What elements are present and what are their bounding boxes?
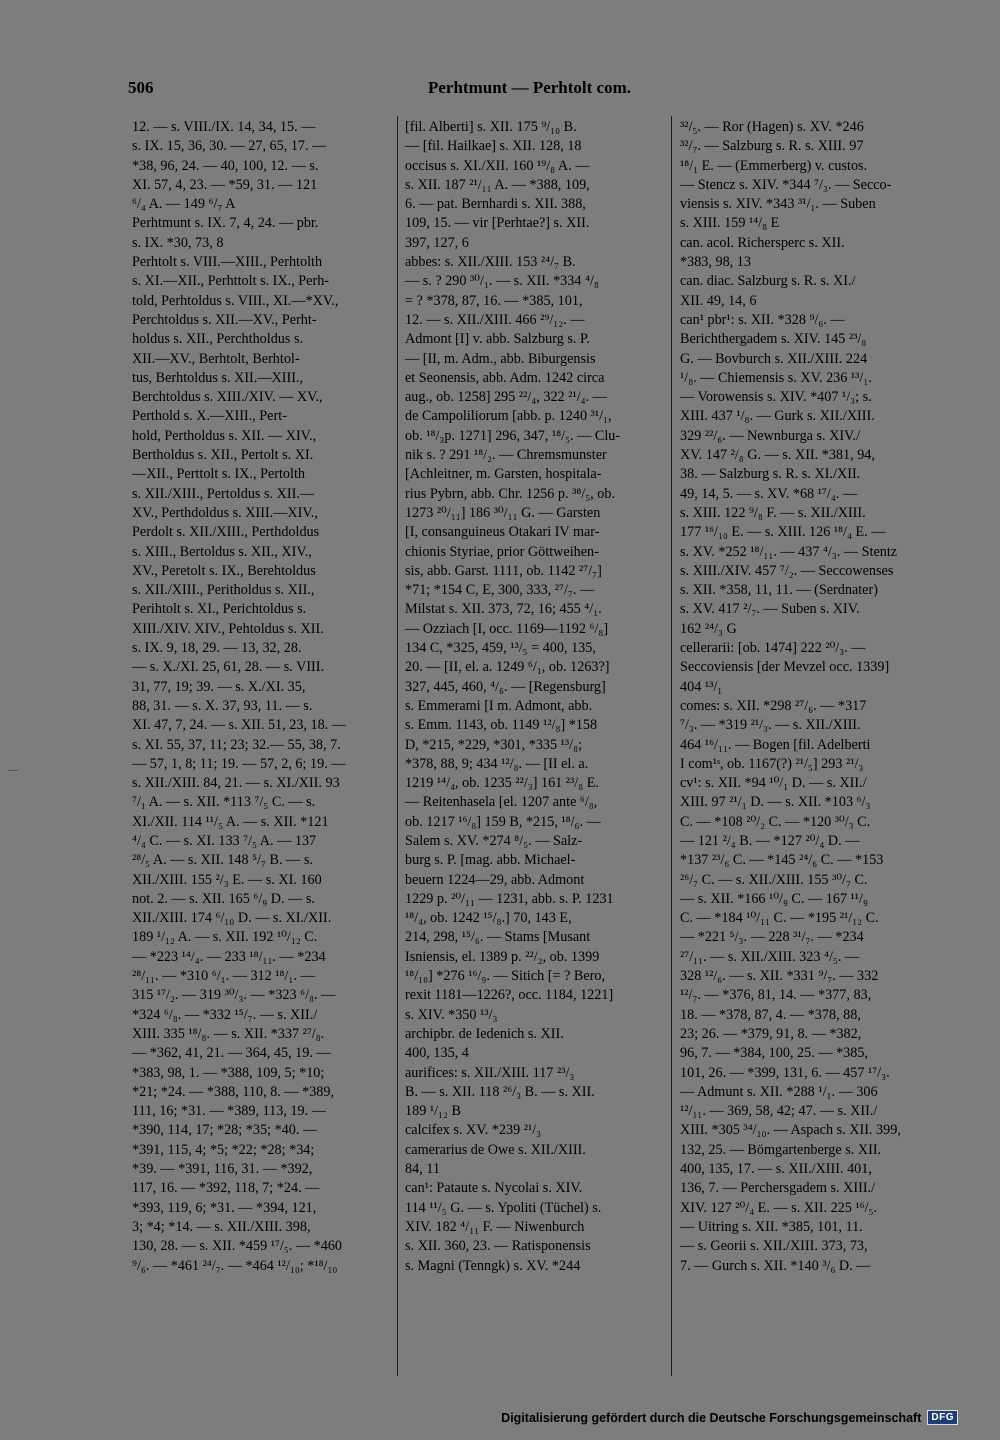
index-line: s. Emmerami [I m. Admont, abb. <box>405 697 593 714</box>
index-line: Salem s. XV. *274 ⁸/₅. — Salz- <box>405 832 583 849</box>
index-line: *324 ⁶/₈. — *332 ¹⁵/₇. — s. XII./ <box>132 1006 318 1023</box>
index-line: — Vorowensis s. XIV. *407 ¹/₃; s. <box>680 389 872 406</box>
index-line: Bertholdus s. XII., Pertolt s. XI. <box>132 447 314 464</box>
index-line: archipbr. de Iedenich s. XII. <box>405 1025 564 1042</box>
index-line: 1219 ¹⁴/₄, ob. 1235 ²²/₃] 161 ²³/₈ E. <box>405 775 599 792</box>
index-line: s. IX. *30, 73, 8 <box>132 234 224 251</box>
index-line: Perchtoldus s. XII.—XV., Perht- <box>132 311 317 328</box>
index-line: viensis s. XIV. *343 ³¹/₁. — Suben <box>680 196 876 213</box>
index-line: — Reitenhasela [el. 1207 ante ⁶/₈, <box>405 794 598 811</box>
index-line: ob. 1217 ¹⁶/₈] 159 B, *215, ¹⁸/₆. — <box>405 813 601 830</box>
index-line: s. XIII. 159 ¹⁴/₈ E <box>680 215 780 232</box>
index-line: s. Magni (Tenngk) s. XV. *244 <box>405 1257 581 1274</box>
index-line: *378, 88, 9; 434 ¹²/₈. — [II el. a. <box>405 755 589 772</box>
index-line: — [II, m. Adm., abb. Biburgensis <box>405 350 596 367</box>
index-line: 31, 77, 19; 39. — s. X./XI. 35, <box>132 678 306 695</box>
index-line: 1273 ²⁰/₁₁] 186 ³⁰/₁₁ G. — Garsten <box>405 504 601 521</box>
index-line: 315 ¹⁷/₂. — 319 ³⁰/₃. — *323 ⁶/₈. — <box>132 987 336 1004</box>
index-line: ⁷/₃. — *319 ²¹/₃. — s. XII./XIII. <box>680 717 861 734</box>
index-line: 136, 7. — Perchersgadem s. XIII./ <box>680 1180 876 1197</box>
index-line: *390, 114, 17; *28; *35; *40. — <box>132 1122 318 1139</box>
index-line: XV., Peretolt s. IX., Berehtoldus <box>132 562 316 579</box>
column-rule-right <box>671 116 672 1376</box>
index-line: *383, 98, 1. — *388, 109, 5; *10; <box>132 1064 325 1081</box>
index-line: s. IX. 15, 36, 30. — 27, 65, 17. — <box>132 138 327 155</box>
index-line: ¹⁸/₁ E. — (Emmerberg) v. custos. <box>680 157 868 174</box>
index-line: 177 ¹⁶/₁₀ E. — s. XIII. 126 ¹⁸/₄ E. — <box>680 524 886 541</box>
index-line: can¹: Pataute s. Nycolai s. XIV. <box>405 1180 583 1197</box>
dfg-logo: DFG <box>927 1410 958 1425</box>
index-line: ¹⁸/₄, ob. 1242 ¹⁵/₈.] 70, 143 E, <box>405 910 572 927</box>
index-line: 464 ¹⁶/₁₁. — Bogen [fil. Adelberti <box>680 736 871 753</box>
index-line: Perhtmunt s. IX. 7, 4, 24. — pbr. <box>132 215 319 232</box>
index-line: XI. 57, 4, 23. — *59, 31. — 121 <box>132 176 318 193</box>
index-line: s. XII./XIII., Peritholdus s. XII., <box>132 582 315 599</box>
index-line: can¹ pbr¹: s. XII. *328 ⁹/₆. — <box>680 311 845 328</box>
index-line: 38. — Salzburg s. R. s. XI./XII. <box>680 466 861 483</box>
index-line: 162 ²⁴/₃ G <box>680 620 737 637</box>
index-line: s. XIII./XIV. 457 ⁷/₂. — Seccowenses <box>680 562 894 579</box>
index-line: ⁴/₄ C. — s. XI. 133 ⁷/₅ A. — 137 <box>132 832 317 849</box>
index-line: 96, 7. — *384, 100, 25. — *385, <box>680 1045 868 1062</box>
index-line: 134 C, *325, 459, ¹³/₅ = 400, 135, <box>405 640 596 657</box>
index-line: 20. — [II, el. a. 1249 ⁶/₁, ob. 1263?] <box>405 659 610 676</box>
index-line: 23; 26. — *379, 91, 8. — *382, <box>680 1025 862 1042</box>
index-line: 130, 28. — s. XII. *459 ¹⁷/₅. — *460 <box>132 1238 343 1255</box>
index-line: can. acol. Richersperc s. XII. <box>680 234 845 251</box>
index-line: ³²/₇. — Salzburg s. R. s. XIII. 97 <box>680 138 864 155</box>
index-line: ²⁸/₅ A. — s. XII. 148 ⁵/₇ B. — s. <box>132 852 313 869</box>
index-line: Perhtolt s. VIII.—XIII., Perhtolth <box>132 254 323 271</box>
index-line: — [fil. Hailkae] s. XII. 128, 18 <box>405 138 582 155</box>
index-line: 12. — s. VIII./IX. 14, 34, 15. — <box>132 119 316 135</box>
index-line: C. — *108 ²⁰/₂ C. — *120 ³⁰/₃ C. <box>680 813 871 830</box>
index-line: — Admunt s. XII. *288 ¹/₁. — 306 <box>680 1083 878 1100</box>
index-line: s. XII./XIII. 84, 21. — s. XI./XII. 93 <box>132 775 340 792</box>
index-line: [Achleitner, m. Garsten, hospitala- <box>405 466 602 483</box>
index-line: de Campoliliorum [abb. p. 1240 ³¹/₁, <box>405 408 612 425</box>
index-line: XIII. 437 ¹/₈. — Gurk s. XII./XIII. <box>680 408 875 425</box>
index-line: *383, 98, 13 <box>680 254 751 271</box>
index-column-1 <box>132 118 388 1276</box>
index-line: rexit 1181—1226?, occ. 1184, 1221] <box>405 987 614 1004</box>
index-line: Berichthergadem s. XIV. 145 ²³/₈ <box>680 331 867 348</box>
index-line: sis, abb. Garst. 1111, ob. 1142 ²⁷/₇] <box>405 562 602 579</box>
index-line: nik s. ? 291 ¹⁸/₂. — Chremsmunster <box>405 447 607 464</box>
index-line: *38, 96, 24. — 40, 100, 12. — s. <box>132 157 319 174</box>
index-line: abbes: s. XII./XIII. 153 ²⁴/₇ B. <box>405 254 576 271</box>
index-line: 117, 16. — *392, 118, 7; *24. — <box>132 1180 320 1197</box>
index-line: *391, 115, 4; *5; *22; *28; *34; <box>132 1141 315 1158</box>
index-line: *137 ²³/₆ C. — *145 ²⁴/₆ C. — *153 <box>680 852 884 869</box>
index-line: 189 ¹/₁₂ A. — s. XII. 192 ¹⁰/₁₂ C. <box>132 929 318 946</box>
index-line: ob. ¹⁸/₃p. 1271] 296, 347, ¹⁸/₅. — Clu- <box>405 427 621 444</box>
index-line: — Ozziach [I, occ. 1169—1192 ⁶/₈] <box>405 620 609 637</box>
index-line: — s. XII. *166 ¹⁰/₉ C. — 167 ¹¹/₉ <box>680 890 868 907</box>
index-line: *39. — *391, 116, 31. — *392, <box>132 1161 313 1178</box>
index-line: Perthold s. X.—XIII., Pert- <box>132 408 287 425</box>
index-line: XV. 147 ²/₈ G. — s. XII. *381, 94, <box>680 447 875 464</box>
index-line: comes: s. XII. *298 ²⁷/₆. — *317 <box>680 697 867 714</box>
funding-note: Digitalisierung gefördert durch die Deutsche Forschungsgemeinschaft <box>501 1410 922 1425</box>
index-line: D, *215, *229, *301, *335 ¹³/₈; <box>405 736 583 753</box>
index-line: XIV. 127 ²⁰/₄ E. — s. XII. 225 ¹⁶/₅. <box>680 1199 878 1216</box>
index-line: *71; *154 C, E, 300, 333, ²⁷/₇. — <box>405 582 595 599</box>
index-line: 1229 p. ²⁰/₁₁ — 1231, abb. s. P. 1231 <box>405 890 614 907</box>
index-line: ¹⁸/₁₀] *276 ¹⁶/₉. — Sitich [= ? Bero, <box>405 968 606 985</box>
index-line: Berchtoldus s. XIII./XIV. — XV., <box>132 389 323 406</box>
index-line: Isniensis, el. 1389 p. ²²/₂, ob. 1399 <box>405 948 600 965</box>
index-line: Milstat s. XII. 373, 72, 16; 455 ⁴/₁. <box>405 601 602 618</box>
index-line: B. — s. XII. 118 ²⁶/₃ B. — s. XII. <box>405 1083 595 1100</box>
index-line: 397, 127, 6 <box>405 234 469 251</box>
index-line: told, Perhtoldus s. VIII., XI.—*XV., <box>132 292 339 309</box>
index-line: XIII. 97 ²¹/₁ D. — s. XII. *103 ⁶/₃ <box>680 794 871 811</box>
index-line: 6. — pat. Bernhardi s. XII. 388, <box>405 196 586 213</box>
index-line: XIII./XIV. XIV., Pehtoldus s. XII. <box>132 620 324 637</box>
margin-mark <box>8 770 18 771</box>
index-line: G. — Bovburch s. XII./XIII. 224 <box>680 350 868 367</box>
index-line: — Uitring s. XII. *385, 101, 11. <box>680 1218 863 1235</box>
index-line: — 121 ²/₄ B. — *127 ²⁰/₄ D. — <box>680 832 860 849</box>
index-line: — s. X./XI. 25, 61, 28. — s. VIII. <box>132 659 325 676</box>
footer <box>501 1410 958 1425</box>
index-line: chionis Styriae, prior Göttweihen- <box>405 543 599 560</box>
index-line: XII./XIII. 174 ⁶/₁₀ D. — s. XI./XII. <box>132 910 332 927</box>
index-line: = ? *378, 87, 16. — *385, 101, <box>405 292 583 309</box>
index-line: XIII. *305 ³⁴/₁₀. — Aspach s. XII. 399, <box>680 1122 901 1139</box>
index-line: 18. — *378, 87, 4. — *378, 88, <box>680 1006 861 1023</box>
index-line: s. XV. *252 ¹⁸/₁₁. — 437 ⁴/₃. — Stentz <box>680 543 898 560</box>
index-line: *21; *24. — *388, 110, 8. — *389, <box>132 1083 335 1100</box>
index-line: s. Emm. 1143, ob. 1149 ¹²/₈] *158 <box>405 717 598 734</box>
index-line: s. XV. 417 ²/₇. — Suben s. XIV. <box>680 601 860 618</box>
index-line: *393, 119, 6; *31. — *394, 121, <box>132 1199 317 1216</box>
index-line: XIV. 182 ⁴/₁₁ F. — Niwenburch <box>405 1218 585 1235</box>
index-line: XV., Perthdoldus s. XIII.—XIV., <box>132 504 318 521</box>
index-line: et Seonensis, abb. Adm. 1242 circa <box>405 369 605 386</box>
index-line: s. XIII. 122 ⁹/₈ F. — s. XII./XIII. <box>680 504 866 521</box>
index-line: — s. ? 290 ³⁰/₁. — s. XII. *334 ⁴/₈ <box>405 273 599 290</box>
index-line: ⁶/₄ A. — 149 ⁶/₇ A <box>132 196 236 213</box>
index-line: 328 ¹²/₆. — s. XII. *331 ⁹/₇. — 332 <box>680 968 879 985</box>
index-column-3 <box>680 118 925 1276</box>
index-line: 88, 31. — s. X. 37, 93, 11. — s. <box>132 697 313 714</box>
index-line: aug., ob. 1258] 295 ²²/₄, 322 ²¹/₄. — <box>405 389 607 406</box>
index-line: ²⁸/₁₁. — *310 ⁶/₁. — 312 ¹⁸/₁. — <box>132 968 315 985</box>
index-line: — *221 ⁵/₃. — 228 ³¹/₇. — *234 <box>680 929 864 946</box>
index-line: ²⁶/₇ C. — s. XII./XIII. 155 ³⁰/₇ C. <box>680 871 868 888</box>
index-line: ¹²/₁₁. — 369, 58, 42; 47. — s. XII./ <box>680 1103 878 1120</box>
index-line: s. XII. *358, 11, 11. — (Serdnater) <box>680 582 878 599</box>
index-line: 111, 16; *31. — *389, 113, 19. — <box>132 1103 326 1120</box>
index-line: s. XIV. *350 ¹³/₃ <box>405 1006 498 1023</box>
index-line: 12. — s. XII./XIII. 466 ²⁹/₁₂. — <box>405 311 585 328</box>
index-line: —XII., Perttolt s. IX., Pertolth <box>132 466 305 483</box>
index-line: 214, 298, ¹⁵/₆. — Stams [Musant <box>405 929 591 946</box>
index-line: 404 ¹³/₁ <box>680 678 723 695</box>
index-line: XI./XII. 114 ¹¹/₅ A. — s. XII. *121 <box>132 813 329 830</box>
running-head: Perhtmunt — Perhtolt com. <box>428 78 632 97</box>
index-line: 84, 11 <box>405 1161 440 1178</box>
index-line: — Stencz s. XIV. *344 ⁷/₃. — Secco- <box>680 176 892 193</box>
index-line: 114 ¹¹/₅ G. — s. Ypoliti (Tüchel) s. <box>405 1199 602 1216</box>
index-line: Admont [I] v. abb. Salzburg s. P. <box>405 331 590 348</box>
index-line: 132, 25. — Bömgartenberge s. XII. <box>680 1141 882 1158</box>
index-line: XII.—XV., Berhtolt, Berhtol- <box>132 350 300 367</box>
index-line: s. XII./XIII., Pertoldus s. XII.— <box>132 485 315 502</box>
index-line: ⁷/₁ A. — s. XII. *113 ⁷/₅ C. — s. <box>132 794 316 811</box>
index-line: 329 ²²/₆. — Newnburga s. XIV./ <box>680 427 861 444</box>
index-line: 400, 135, 4 <box>405 1045 469 1062</box>
index-line: occisus s. XI./XII. 160 ¹⁹/₈ A. — <box>405 157 590 174</box>
index-line: 3; *4; *14. — s. XII./XIII. 398, <box>132 1218 311 1235</box>
index-line: s. XII. 187 ²¹/₁₁ A. — *388, 109, <box>405 176 590 193</box>
index-line: 400, 135, 17. — s. XII./XIII. 401, <box>680 1161 872 1178</box>
index-line: s. XI. 55, 37, 11; 23; 32.— 55, 38, 7. <box>132 736 341 753</box>
index-line: [fil. Alberti] s. XII. 175 ⁹/₁₀ B. <box>405 119 577 135</box>
index-line: ¹²/₇. — *376, 81, 14. — *377, 83, <box>680 987 872 1004</box>
index-line: 327, 445, 460, ⁴/₆. — [Regensburg] <box>405 678 606 695</box>
index-line: s. XI.—XII., Perhttolt s. IX., Perh- <box>132 273 330 290</box>
index-line: cellerarii: [ob. 1474] 222 ²⁰/₃. — <box>680 640 866 657</box>
index-line: tus, Berhtoldus s. XII.—XIII., <box>132 369 304 386</box>
index-line: s. XIII., Bertoldus s. XII., XIV., <box>132 543 312 560</box>
index-line: — *362, 41, 21. — 364, 45, 19. — <box>132 1045 331 1062</box>
index-line: — s. Georii s. XII./XIII. 373, 73, <box>680 1238 868 1255</box>
index-line: C. — *184 ¹⁰/₁₁ C. — *195 ²¹/₁₂ C. <box>680 910 879 927</box>
index-line: cv¹: s. XII. *94 ¹⁰/₁ D. — s. XII./ <box>680 775 867 792</box>
index-line: rius Pybrn, abb. Chr. 1256 p. ³⁸/₅, ob. <box>405 485 616 502</box>
index-line: ³²/₅. — Ror (Hagen) s. XV. *246 <box>680 119 864 135</box>
index-line: [I, consanguineus Otakari IV mar- <box>405 524 600 541</box>
index-line: 189 ¹/₁₂ B <box>405 1103 461 1120</box>
index-line: I com¹ˢ, ob. 1167(?) ²¹/₅] 293 ²¹/₃ <box>680 755 864 772</box>
index-line: ¹/₈. — Chiemensis s. XV. 236 ¹³/₁. <box>680 369 872 386</box>
index-line: burg s. P. [mag. abb. Michael- <box>405 852 576 869</box>
index-column-2 <box>405 118 661 1276</box>
index-line: s. IX. 9, 18, 29. — 13, 32, 28. <box>132 640 302 657</box>
index-line: camerarius de Owe s. XII./XIII. <box>405 1141 586 1158</box>
index-line: hold, Pertholdus s. XII. — XIV., <box>132 427 317 444</box>
column-rule-left <box>397 116 398 1376</box>
index-line: beuern 1224—29, abb. Admont <box>405 871 585 888</box>
index-line: s. XII. 360, 23. — Ratisponensis <box>405 1238 591 1255</box>
index-line: XII./XIII. 155 ²/₃ E. — s. XI. 160 <box>132 871 322 888</box>
index-line: XIII. 335 ¹⁸/₈. — s. XII. *337 ²⁷/₈. <box>132 1025 325 1042</box>
index-line: calcifex s. XV. *239 ²¹/₃ <box>405 1122 542 1139</box>
index-line: 101, 26. — *399, 131, 6. — 457 ¹⁷/₃. <box>680 1064 890 1081</box>
index-line: 109, 15. — vir [Perhtae?] s. XII. <box>405 215 590 232</box>
index-line: Seccoviensis [der Mevzel occ. 1339] <box>680 659 890 676</box>
index-line: aurifices: s. XII./XIII. 117 ²³/₃ <box>405 1064 575 1081</box>
index-line: not. 2. — s. XII. 165 ⁶/₉ D. — s. <box>132 890 315 907</box>
page-number: 506 <box>128 78 154 97</box>
index-line: ⁹/₆. — *461 ²⁴/₇. — *464 ¹²/₁₀; *¹⁸/₁₀ <box>132 1257 338 1274</box>
index-line: XII. 49, 14, 6 <box>680 292 757 309</box>
index-line: holdus s. XII., Perchtholdus s. <box>132 331 304 348</box>
index-line: Perihtolt s. XI., Perichtoldus s. <box>132 601 307 618</box>
index-line: ²⁷/₁₁. — s. XII./XIII. 323 ⁴/₅. — <box>680 948 860 965</box>
index-line: 7. — Gurch s. XII. *140 ³/₆ D. — <box>680 1257 871 1274</box>
index-line: can. diac. Salzburg s. R. s. XI./ <box>680 273 856 290</box>
index-line: — *223 ¹⁴/₄. — 233 ¹⁸/₁₁. — *234 <box>132 948 326 965</box>
index-line: XI. 47, 7, 24. — s. XII. 51, 23, 18. — <box>132 717 346 734</box>
index-line: Perdolt s. XII./XIII., Perthdoldus <box>132 524 320 541</box>
index-line: 49, 14, 5. — s. XV. *68 ¹⁷/₄. — <box>680 485 858 502</box>
index-line: — 57, 1, 8; 11; 19. — 57, 2, 6; 19. — <box>132 755 346 772</box>
